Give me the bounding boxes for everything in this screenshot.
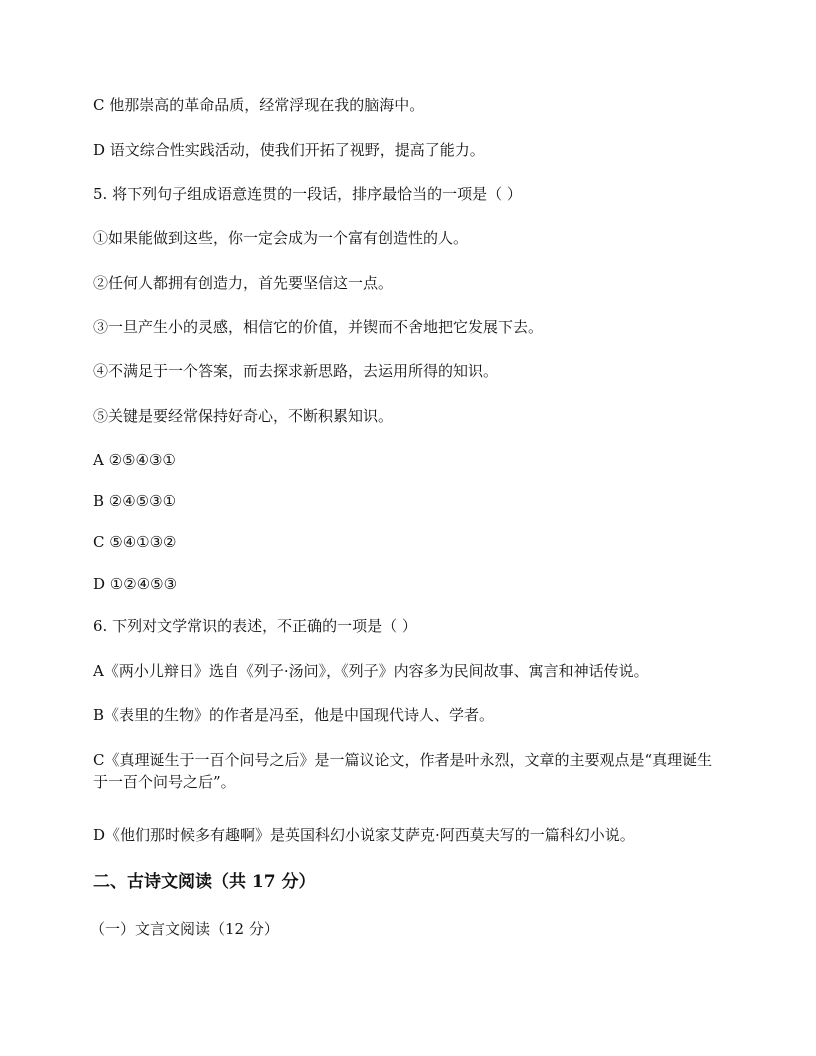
sentence-4: ④不满足于一个答案，而去探求新思路，去运用所得的知识。: [93, 362, 499, 380]
option-d-q5: D ①②④⑤③: [93, 575, 178, 593]
option-a-q5: A ②⑤④③①: [93, 451, 176, 469]
sentence-3: ③一旦产生小的灵感，相信它的价值，并锲而不舍地把它发展下去。: [93, 318, 544, 336]
option-b-q5: B ②④⑤③①: [93, 492, 177, 510]
section-heading: 二、古诗文阅读（共 17 分）: [93, 872, 316, 892]
sub-heading: （一）文言文阅读（12 分）: [90, 920, 279, 938]
option-c-q5: C ⑤④①③②: [93, 533, 177, 551]
sentence-5: ⑤关键是要经常保持好奇心，不断积累知识。: [93, 407, 394, 425]
question-6: 6. 下列对文学常识的表述，不正确的一项是（ ）: [93, 617, 417, 635]
option-a-q6: A《两小儿辩日》选自《列子·汤问》，《列子》内容多为民间故事、寓言和神话传说。: [93, 662, 649, 680]
sentence-2: ②任何人都拥有创造力，首先要坚信这一点。: [93, 274, 394, 292]
question-5: 5. 将下列句子组成语意连贯的一段话，排序最恰当的一项是（ ）: [93, 185, 522, 203]
option-c-q6: C《真理诞生于一百个问号之后》是一篇议论文，作者是叶永烈，文章的主要观点是“真理诞生于一百个问号之后”。: [93, 751, 713, 791]
option-b-q6: B《表里的生物》的作者是冯至，他是中国现代诗人、学者。: [93, 706, 495, 724]
option-d-q4: D 语文综合性实践活动，使我们开拓了视野，提高了能力。: [93, 141, 485, 159]
option-c-q4: C 他那崇高的革命品质，经常浮现在我的脑海中。: [93, 96, 425, 114]
sentence-1: ①如果能做到这些，你一定会成为一个富有创造性的人。: [93, 229, 469, 247]
option-d-q6: D《他们那时候多有趣啊》是英国科幻小说家艾萨克·阿西莫夫写的一篇科幻小说。: [93, 826, 635, 844]
